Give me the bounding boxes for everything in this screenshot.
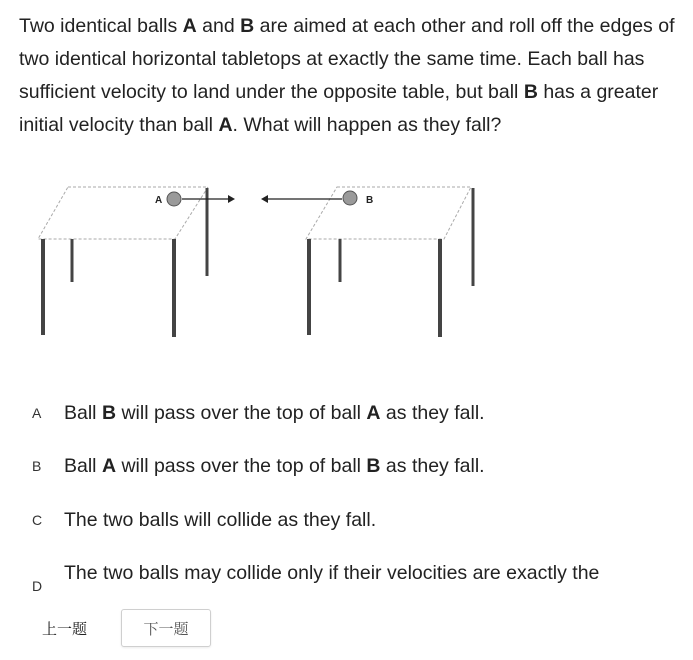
next-question-button[interactable]: 下一题 (121, 609, 211, 647)
question-segment: are aimed at each other and roll off the edges of two identical horizontal tabletops at exactly the same time. Each ball has sufficient velocity to land under the opposite table, but ball (19, 15, 675, 103)
option-b-letter: B (32, 458, 42, 474)
ball-b (343, 191, 357, 205)
option-segment: Ball (64, 455, 102, 477)
option-bold: A (366, 402, 381, 424)
ball-a-label: A (155, 195, 163, 206)
tables-figure (30, 180, 490, 350)
left-tabletop (38, 187, 208, 239)
right-table (261, 187, 473, 337)
question-segment: has a greater initial velocity than ball (19, 81, 659, 136)
question-segment: Two identical balls (19, 15, 183, 37)
option-a-letter: A (32, 405, 42, 421)
option-segment: Ball (64, 402, 102, 424)
arrow-left-icon (261, 195, 268, 203)
ball-a-bold: A (218, 114, 233, 136)
ball-a (167, 192, 181, 206)
option-segment: will pass over the top of ball (116, 455, 367, 477)
question-segment: . What will happen as they fall? (232, 114, 502, 136)
arrow-right-icon (228, 195, 235, 203)
question-segment: and (196, 15, 241, 37)
footer-nav-bar (0, 596, 693, 660)
prev-question-button[interactable]: 上一题 (42, 621, 88, 638)
option-segment: as they fall. (380, 455, 485, 477)
option-segment: as they fall. (380, 402, 485, 424)
option-b-text (64, 455, 485, 478)
ball-b-label: B (366, 195, 374, 206)
right-tabletop (306, 187, 471, 239)
option-bold: B (366, 455, 381, 477)
ball-b-bold: B (523, 81, 538, 103)
option-a-text (64, 402, 485, 425)
option-bold: A (101, 455, 117, 477)
question-text (19, 10, 679, 142)
ball-b-bold: B (240, 15, 255, 37)
option-d-letter: D (32, 578, 43, 594)
left-table (38, 187, 235, 337)
option-d-text: The two balls may collide only if their velocities are exactly the (64, 562, 600, 584)
option-segment: will pass over the top of ball (116, 402, 367, 424)
option-bold: B (101, 402, 117, 424)
option-c-text: The two balls will collide as they fall. (64, 509, 377, 531)
option-c-letter: C (32, 512, 43, 528)
ball-a-bold: A (182, 15, 197, 37)
